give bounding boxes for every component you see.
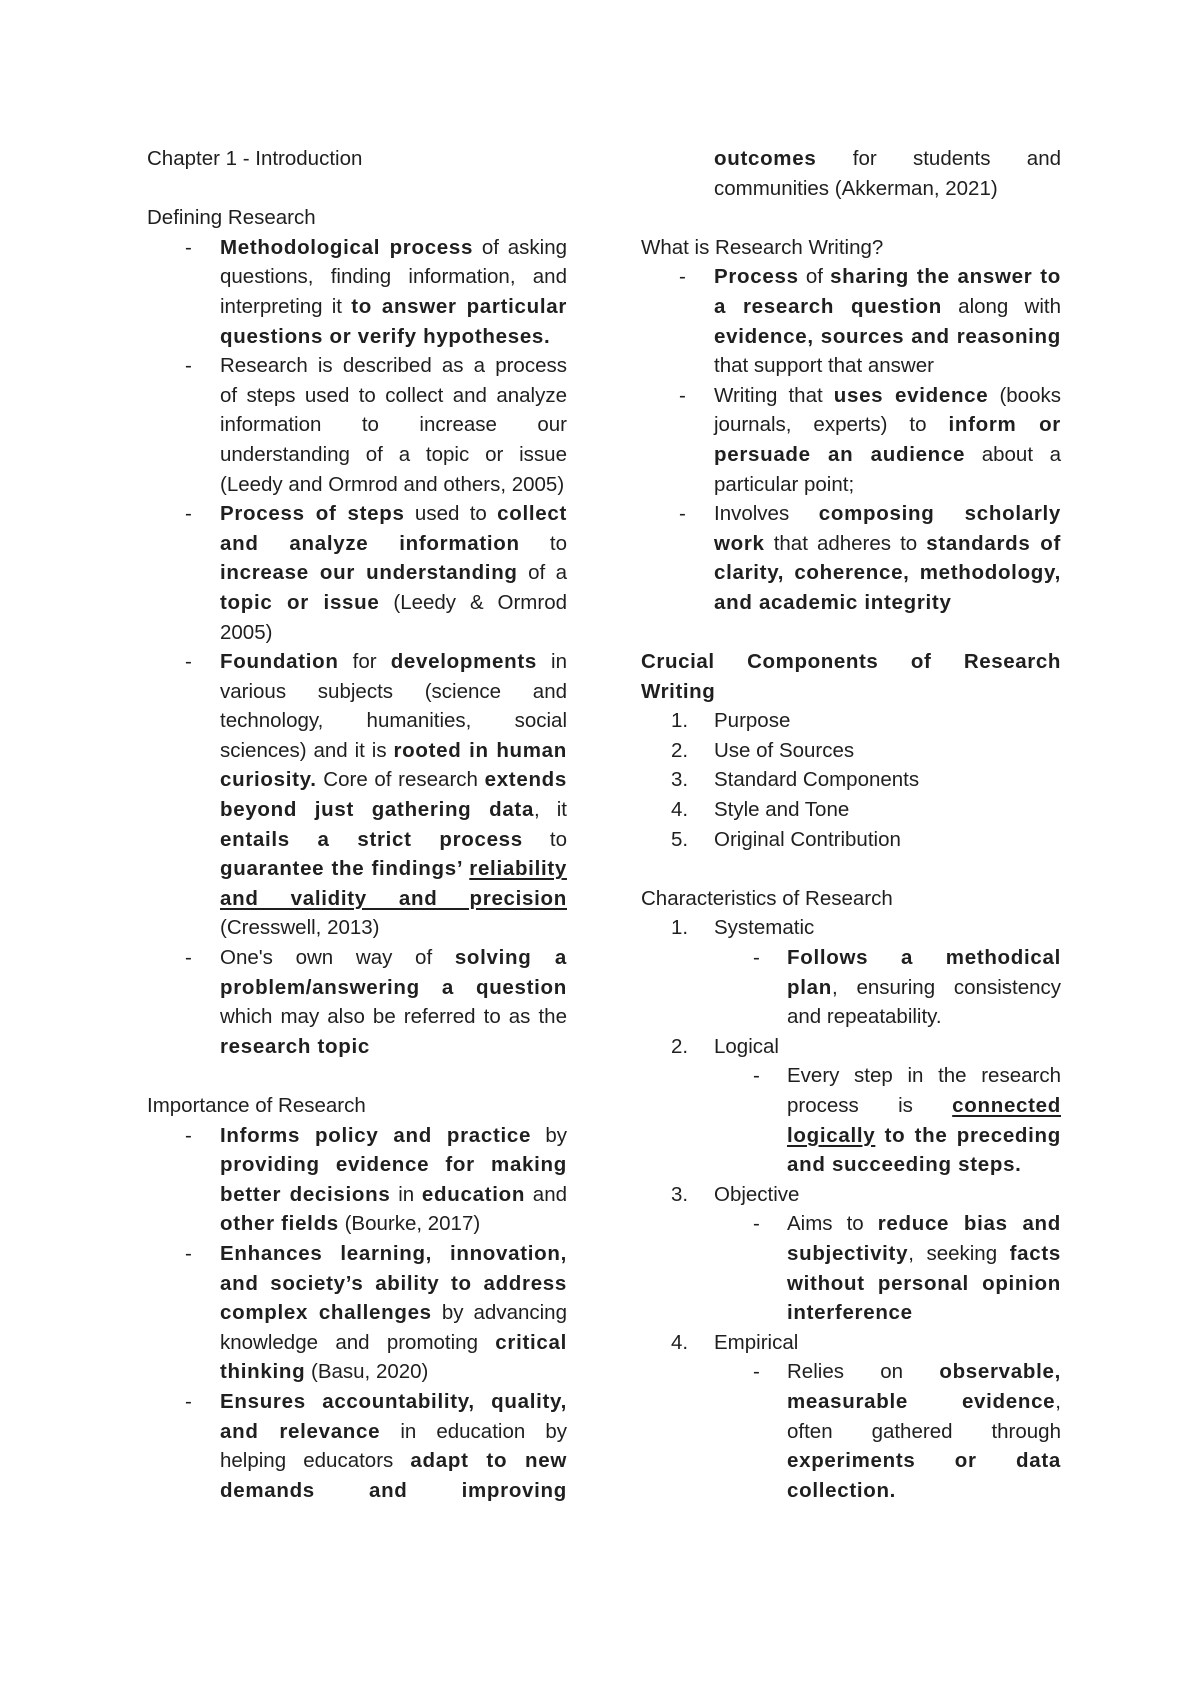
defining-research-heading: Defining Research bbox=[147, 206, 316, 230]
underlined-text: reliability and validity and precision bbox=[220, 857, 567, 910]
list-item-continuation: outcomes for students and communities (Akkerman, 2021) bbox=[714, 147, 1061, 200]
right-column bbox=[641, 144, 1061, 1505]
list-item: - Foundation for developments in various subjects (science and technology, humanities, social sciences) and it is rooted in human curiosity. Core of research extends beyond just gathering data, it entails a strict process to guarantee the findings’ reliability and validity and precision (Cresswell, 2013) bbox=[147, 647, 567, 943]
importance-list bbox=[147, 1121, 567, 1506]
research-writing-heading: What is Research Writing? bbox=[641, 235, 884, 259]
list-item: - Ensures accountability, quality, and relevance in education by helping educators adapt to new demands and improving bbox=[147, 1387, 567, 1505]
characteristics-list bbox=[641, 1328, 1061, 1358]
list-item: - Writing that uses evidence (books journals, experts) to inform or persuade an audience about a particular point; bbox=[641, 381, 1061, 499]
sub-list-item: - Every step in the research process is connected logically to the preceding and succeeding steps. bbox=[641, 1061, 1061, 1179]
list-item: - Research is described as a process of steps used to collect and analyze information to increase our understanding of a topic or issue (Leedy and Ormrod and others, 2005) bbox=[147, 351, 567, 499]
characteristics-list bbox=[641, 1180, 1061, 1210]
left-column bbox=[147, 144, 567, 1505]
list-item: - One's own way of solving a problem/answering a question which may also be referred to as the research topic bbox=[147, 943, 567, 1061]
list-item: 2. Use of Sources bbox=[671, 738, 855, 762]
sub-list-item: - Relies on observable, measurable evidence, often gathered through experiments or data collection. bbox=[641, 1357, 1061, 1505]
defining-research-list bbox=[147, 233, 567, 1062]
list-item: - Methodological process of asking questions, finding information, and interpreting it to answer particular questions or verify hypotheses. bbox=[147, 233, 567, 351]
sub-list-item: - Follows a methodical plan, ensuring consistency and repeatability. bbox=[641, 943, 1061, 1032]
list-item: - Informs policy and practice by providing evidence for making better decisions in education and other fields (Bourke, 2017) bbox=[147, 1121, 567, 1239]
characteristics-list bbox=[641, 1032, 1061, 1062]
underlined-text: connected logically bbox=[787, 1094, 1061, 1147]
characteristics-heading: Characteristics of Research bbox=[641, 886, 893, 910]
sub-list bbox=[641, 1209, 1061, 1327]
sub-list bbox=[641, 1061, 1061, 1179]
importance-heading: Importance of Research bbox=[147, 1094, 366, 1117]
list-item: - Process of sharing the answer to a research question along with evidence, sources and reasoning that support that answer bbox=[641, 262, 1061, 380]
characteristics-list bbox=[641, 913, 1061, 943]
list-item: 1. Systematic bbox=[671, 916, 815, 940]
list-item: 1. Purpose bbox=[671, 709, 791, 733]
list-item: 4. Empirical bbox=[671, 1330, 799, 1354]
sub-list bbox=[641, 1357, 1061, 1505]
list-item: 3. Standard Components bbox=[671, 768, 920, 792]
components-list bbox=[641, 706, 1061, 854]
sub-list bbox=[641, 943, 1061, 1032]
list-item: - Process of steps used to collect and analyze information to increase our understanding of a topic or issue (Leedy & Ormrod 2005) bbox=[147, 499, 567, 647]
list-item: 2. Logical bbox=[671, 1034, 779, 1058]
list-item: - Enhances learning, innovation, and society’s ability to address complex challenges by advancing knowledge and promoting critical thinking (Basu, 2020) bbox=[147, 1239, 567, 1387]
list-item: 5. Original Contribution bbox=[671, 827, 901, 851]
list-item: 4. Style and Tone bbox=[671, 798, 850, 822]
research-writing-list bbox=[641, 262, 1061, 617]
chapter-title: Chapter 1 - Introduction bbox=[147, 147, 363, 170]
sub-list-item: - Aims to reduce bias and subjectivity, seeking facts without personal opinion interference bbox=[641, 1209, 1061, 1327]
list-item: - Involves composing scholarly work that adheres to standards of clarity, coherence, methodology, and academic integrity bbox=[641, 499, 1061, 617]
list-item: 3. Objective bbox=[671, 1182, 800, 1206]
components-heading: Crucial Components of Research Writing bbox=[641, 650, 1061, 703]
